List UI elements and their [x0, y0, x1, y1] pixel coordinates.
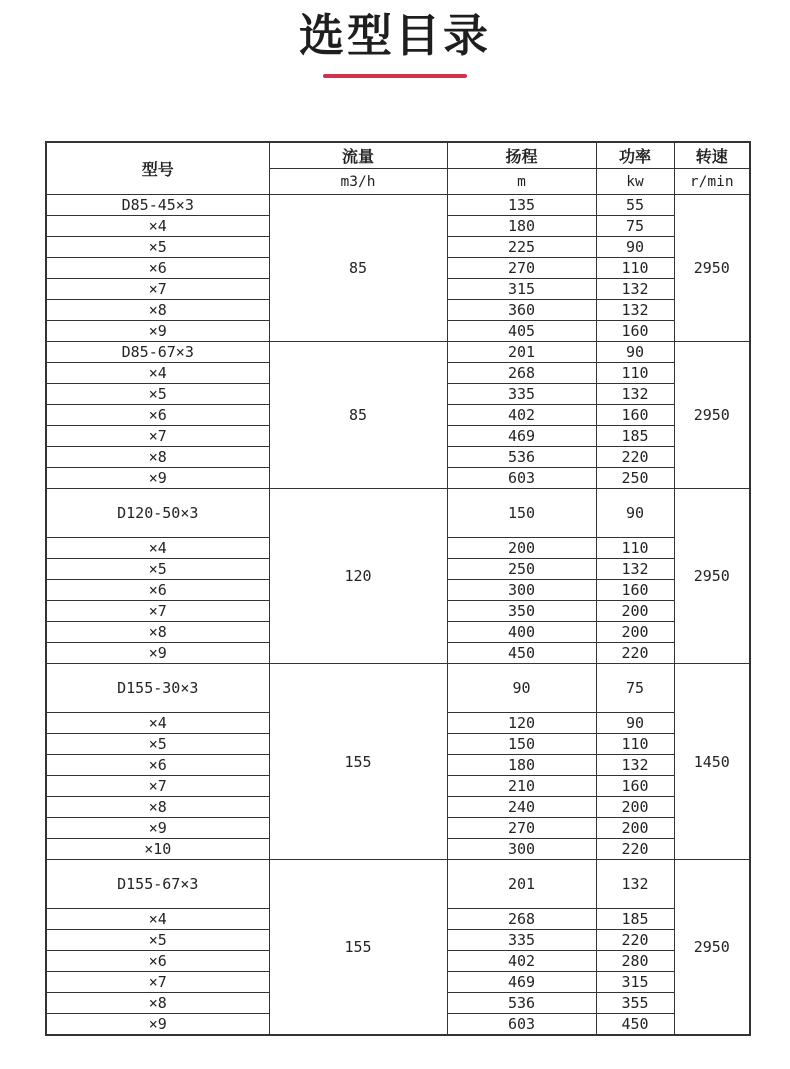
head-cell: 315 — [447, 279, 596, 300]
col-header-model: 型号 — [46, 142, 269, 195]
flow-cell: 155 — [269, 860, 447, 1036]
speed-cell: 1450 — [674, 664, 750, 860]
flow-cell: 85 — [269, 195, 447, 342]
model-cell: ×7 — [46, 776, 269, 797]
head-cell: 270 — [447, 258, 596, 279]
col-header-head: 扬程 — [447, 142, 596, 169]
power-cell: 132 — [596, 755, 674, 776]
model-cell: ×7 — [46, 279, 269, 300]
head-cell: 360 — [447, 300, 596, 321]
col-header-flow: 流量 — [269, 142, 447, 169]
power-cell: 75 — [596, 664, 674, 713]
model-cell: ×9 — [46, 643, 269, 664]
col-unit-speed: r/min — [674, 169, 750, 195]
selection-table-container — [45, 141, 790, 1036]
table-row — [46, 860, 750, 909]
power-cell: 132 — [596, 559, 674, 580]
head-cell: 180 — [447, 755, 596, 776]
power-cell: 90 — [596, 342, 674, 363]
model-cell: ×7 — [46, 601, 269, 622]
table-body — [46, 195, 750, 1036]
table-row — [46, 664, 750, 713]
col-header-power: 功率 — [596, 142, 674, 169]
col-unit-head: m — [447, 169, 596, 195]
power-cell: 220 — [596, 643, 674, 664]
power-cell: 185 — [596, 909, 674, 930]
power-cell: 200 — [596, 818, 674, 839]
model-cell: ×6 — [46, 405, 269, 426]
power-cell: 355 — [596, 993, 674, 1014]
power-cell: 200 — [596, 797, 674, 818]
head-cell: 268 — [447, 363, 596, 384]
power-cell: 160 — [596, 321, 674, 342]
model-cell: ×8 — [46, 797, 269, 818]
head-cell: 536 — [447, 993, 596, 1014]
model-cell: ×9 — [46, 1014, 269, 1036]
header-row-labels — [46, 142, 750, 169]
model-cell: ×5 — [46, 734, 269, 755]
flow-cell: 155 — [269, 664, 447, 860]
model-cell: ×9 — [46, 818, 269, 839]
model-cell: ×5 — [46, 559, 269, 580]
head-cell: 335 — [447, 930, 596, 951]
power-cell: 132 — [596, 300, 674, 321]
model-cell: ×5 — [46, 384, 269, 405]
head-cell: 120 — [447, 713, 596, 734]
head-cell: 201 — [447, 860, 596, 909]
model-cell: ×4 — [46, 713, 269, 734]
power-cell: 280 — [596, 951, 674, 972]
power-cell: 132 — [596, 279, 674, 300]
model-cell: D155-67×3 — [46, 860, 269, 909]
head-cell: 225 — [447, 237, 596, 258]
power-cell: 110 — [596, 258, 674, 279]
power-cell: 90 — [596, 489, 674, 538]
model-cell: ×4 — [46, 216, 269, 237]
power-cell: 110 — [596, 363, 674, 384]
speed-cell: 2950 — [674, 489, 750, 664]
power-cell: 185 — [596, 426, 674, 447]
head-cell: 201 — [447, 342, 596, 363]
head-cell: 150 — [447, 489, 596, 538]
head-cell: 150 — [447, 734, 596, 755]
head-cell: 200 — [447, 538, 596, 559]
col-header-speed: 转速 — [674, 142, 750, 169]
flow-cell: 85 — [269, 342, 447, 489]
model-cell: ×10 — [46, 839, 269, 860]
power-cell: 55 — [596, 195, 674, 216]
power-cell: 200 — [596, 622, 674, 643]
power-cell: 110 — [596, 538, 674, 559]
model-cell: ×8 — [46, 447, 269, 468]
power-cell: 160 — [596, 580, 674, 601]
model-cell: D155-30×3 — [46, 664, 269, 713]
flow-cell: 120 — [269, 489, 447, 664]
speed-cell: 2950 — [674, 342, 750, 489]
model-cell: ×8 — [46, 993, 269, 1014]
head-cell: 300 — [447, 580, 596, 601]
model-cell: ×8 — [46, 622, 269, 643]
table-row — [46, 342, 750, 363]
head-cell: 405 — [447, 321, 596, 342]
col-unit-power: kw — [596, 169, 674, 195]
power-cell: 220 — [596, 930, 674, 951]
model-cell: ×6 — [46, 951, 269, 972]
head-cell: 180 — [447, 216, 596, 237]
speed-cell: 2950 — [674, 860, 750, 1036]
head-cell: 450 — [447, 643, 596, 664]
model-cell: ×5 — [46, 930, 269, 951]
model-cell: ×6 — [46, 580, 269, 601]
power-cell: 220 — [596, 447, 674, 468]
power-cell: 200 — [596, 601, 674, 622]
power-cell: 90 — [596, 237, 674, 258]
table-row — [46, 489, 750, 538]
head-cell: 268 — [447, 909, 596, 930]
head-cell: 335 — [447, 384, 596, 405]
head-cell: 536 — [447, 447, 596, 468]
model-cell: ×4 — [46, 909, 269, 930]
power-cell: 110 — [596, 734, 674, 755]
head-cell: 402 — [447, 951, 596, 972]
power-cell: 315 — [596, 972, 674, 993]
title-underline-divider — [323, 74, 467, 78]
model-cell: ×7 — [46, 426, 269, 447]
power-cell: 450 — [596, 1014, 674, 1036]
power-cell: 160 — [596, 405, 674, 426]
model-cell: ×9 — [46, 321, 269, 342]
model-cell: D85-67×3 — [46, 342, 269, 363]
selection-table — [45, 141, 751, 1036]
head-cell: 210 — [447, 776, 596, 797]
model-cell: ×5 — [46, 237, 269, 258]
head-cell: 270 — [447, 818, 596, 839]
model-cell: ×6 — [46, 755, 269, 776]
col-unit-flow: m3/h — [269, 169, 447, 195]
model-cell: D85-45×3 — [46, 195, 269, 216]
head-cell: 135 — [447, 195, 596, 216]
model-cell: D120-50×3 — [46, 489, 269, 538]
table-row — [46, 195, 750, 216]
model-cell: ×7 — [46, 972, 269, 993]
head-cell: 469 — [447, 426, 596, 447]
speed-cell: 2950 — [674, 195, 750, 342]
model-cell: ×9 — [46, 468, 269, 489]
model-cell: ×6 — [46, 258, 269, 279]
head-cell: 400 — [447, 622, 596, 643]
head-cell: 250 — [447, 559, 596, 580]
power-cell: 132 — [596, 384, 674, 405]
head-cell: 603 — [447, 468, 596, 489]
model-cell: ×4 — [46, 538, 269, 559]
head-cell: 300 — [447, 839, 596, 860]
page-title: 选型目录 — [298, 9, 491, 62]
table-header — [46, 142, 750, 195]
head-cell: 240 — [447, 797, 596, 818]
power-cell: 160 — [596, 776, 674, 797]
power-cell: 132 — [596, 860, 674, 909]
power-cell: 75 — [596, 216, 674, 237]
head-cell: 603 — [447, 1014, 596, 1036]
model-cell: ×8 — [46, 300, 269, 321]
head-cell: 90 — [447, 664, 596, 713]
head-cell: 402 — [447, 405, 596, 426]
power-cell: 220 — [596, 839, 674, 860]
model-cell: ×4 — [46, 363, 269, 384]
power-cell: 90 — [596, 713, 674, 734]
head-cell: 469 — [447, 972, 596, 993]
power-cell: 250 — [596, 468, 674, 489]
head-cell: 350 — [447, 601, 596, 622]
